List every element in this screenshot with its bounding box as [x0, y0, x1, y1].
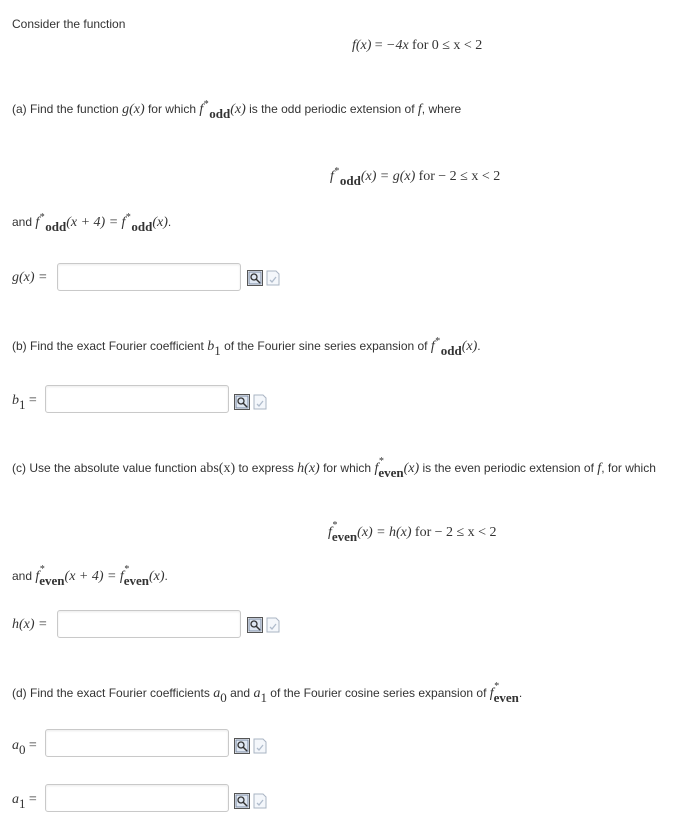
part-c-periodicity: and f * even(x + 4) = f * even(x).: [12, 564, 168, 588]
part-c-question: (c) Use the absolute value function abs(x) to express h(x) for which f * even(x) is the even periodic extension of f, for which: [12, 456, 656, 480]
preview-icon[interactable]: [234, 394, 250, 410]
b1-answer-label: b1 =: [12, 393, 37, 412]
preview-icon[interactable]: [247, 617, 263, 633]
a1-answer-input[interactable]: [45, 784, 229, 812]
preview-icon[interactable]: [234, 738, 250, 754]
h-answer-input[interactable]: [57, 610, 241, 638]
part-a-periodicity: and f*odd(x + 4) = f*odd(x).: [12, 212, 172, 234]
h-answer-label: h(x) =: [12, 617, 48, 632]
a0-answer-label: a0 =: [12, 738, 37, 757]
part-c-display-equation: f * even(x) = h(x) for − 2 ≤ x < 2: [328, 520, 497, 544]
g-answer-input[interactable]: [57, 263, 241, 291]
help-icon[interactable]: [265, 270, 281, 286]
part-d-question: (d) Find the exact Fourier coefficients a0 and a1 of the Fourier cosine series expansion of f * even.: [12, 681, 523, 705]
preview-icon[interactable]: [247, 270, 263, 286]
intro-text: Consider the function: [12, 17, 126, 31]
part-a-question: (a) Find the function g(x) for which f*odd(x) is the odd periodic extension of f, where: [12, 99, 462, 121]
a0-answer-input[interactable]: [45, 729, 229, 757]
help-icon[interactable]: [252, 793, 268, 809]
part-a-display-equation: f*odd(x) = g(x) for − 2 ≤ x < 2: [330, 166, 501, 188]
b1-answer-input[interactable]: [45, 385, 229, 413]
help-icon[interactable]: [265, 617, 281, 633]
help-icon[interactable]: [252, 394, 268, 410]
function-definition: f(x) = −4x for 0 ≤ x < 2: [352, 38, 483, 53]
a1-answer-label: a1 =: [12, 792, 37, 811]
help-icon[interactable]: [252, 738, 268, 754]
part-b-question: (b) Find the exact Fourier coefficient b1 of the Fourier sine series expansion of f*odd(x).: [12, 336, 481, 358]
g-answer-label: g(x) =: [12, 270, 48, 285]
preview-icon[interactable]: [234, 793, 250, 809]
